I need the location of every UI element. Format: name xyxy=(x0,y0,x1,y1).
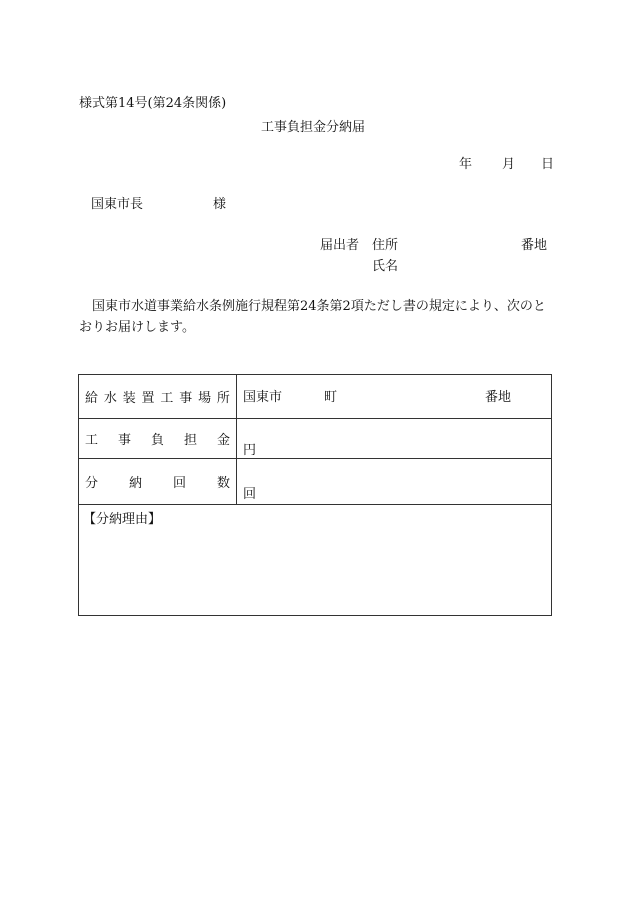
site-city-label: 国東市 xyxy=(243,390,283,405)
applicant-name-label: 氏名 xyxy=(372,259,399,274)
header-char: 装 xyxy=(122,391,136,406)
site-banchi-label: 番地 xyxy=(485,390,512,405)
header-char: 金 xyxy=(216,433,230,448)
header-char: 事 xyxy=(117,433,131,448)
site-value-cell[interactable] xyxy=(237,375,551,418)
count-header-label xyxy=(85,472,230,491)
header-char: 納 xyxy=(128,476,142,491)
date-month-label: 月 xyxy=(502,157,516,172)
header-char: 水 xyxy=(103,391,117,406)
date-year-label: 年 xyxy=(459,157,473,172)
form-table xyxy=(78,374,552,616)
site-town-label: 町 xyxy=(324,390,338,405)
site-header-cell xyxy=(79,375,237,418)
table-row-reason xyxy=(79,505,551,615)
header-char: 工 xyxy=(85,433,99,448)
header-char: 回 xyxy=(172,476,186,491)
amount-header-cell xyxy=(79,419,237,458)
addressee-honorific: 様 xyxy=(213,197,227,212)
header-char: 場 xyxy=(198,391,212,406)
date-day-label: 日 xyxy=(541,157,555,172)
header-char: 負 xyxy=(150,433,164,448)
count-value-cell[interactable] xyxy=(237,459,551,504)
applicant-banchi-label: 番地 xyxy=(521,238,548,253)
table-row-amount xyxy=(79,419,551,459)
amount-value-cell[interactable] xyxy=(237,419,551,458)
header-char: 置 xyxy=(141,391,155,406)
applicant-address-label: 住所 xyxy=(372,238,399,253)
header-char: 工 xyxy=(160,391,174,406)
header-char: 所 xyxy=(216,391,230,406)
header-char: 事 xyxy=(179,391,193,406)
form-number-label: 様式第14号(第24条関係) xyxy=(79,96,227,111)
amount-header-label xyxy=(85,429,230,448)
document-title: 工事負担金分納届 xyxy=(261,120,366,135)
header-char: 分 xyxy=(85,476,99,491)
reason-cell[interactable] xyxy=(79,505,551,615)
count-unit-label: 回 xyxy=(243,487,257,502)
header-char: 数 xyxy=(216,476,230,491)
header-char: 担 xyxy=(183,433,197,448)
table-row-site xyxy=(79,375,551,419)
site-header-label xyxy=(85,387,230,406)
count-header-cell xyxy=(79,459,237,504)
amount-unit-label: 円 xyxy=(243,443,257,458)
header-char: 給 xyxy=(85,391,99,406)
reason-label: 【分納理由】 xyxy=(83,512,162,527)
body-text: 国東市水道事業給水条例施行規程第24条第2項ただし書の規定により、次のとおりお届けします。 xyxy=(79,299,546,335)
addressee-name: 国東市長 xyxy=(91,197,144,212)
applicant-label: 届出者 xyxy=(320,238,360,253)
table-row-count xyxy=(79,459,551,505)
